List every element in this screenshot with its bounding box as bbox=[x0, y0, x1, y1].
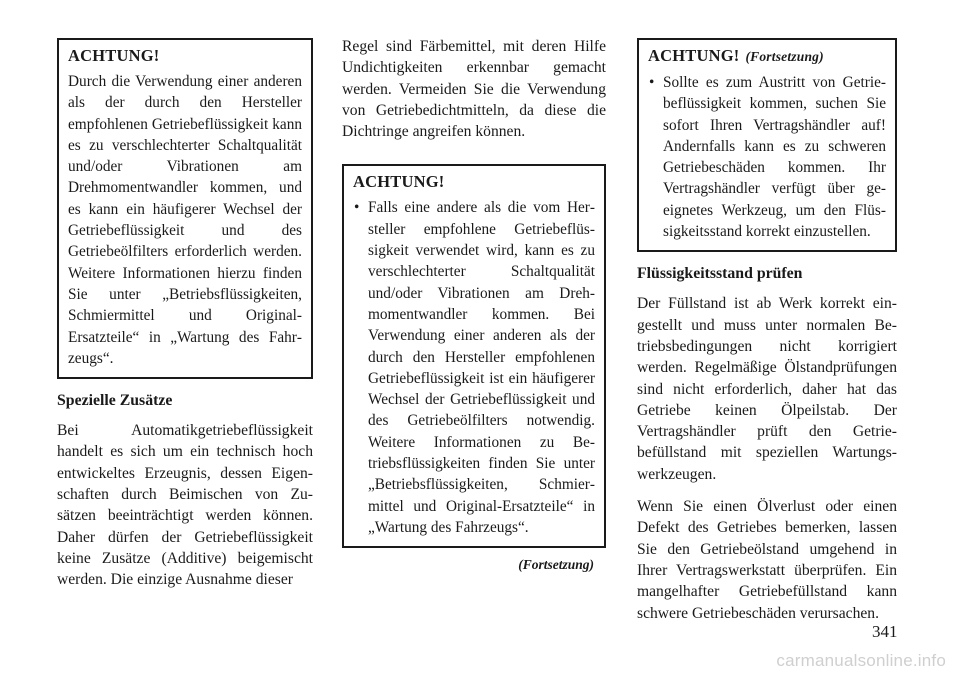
warning-text: Durch die Verwendung einer anderen als der durch den Hersteller empfohlenen Getriebeflüssigkeit kann es zu verschlechterter Schaltqualität und/oder Vibrationen am Drehmomentwandler kommen, und es kann ein häufigerer Wechsel der Getriebeflüssigkeit und des Getriebeölfilters erforderlich werden. Weitere Informationen hierzu finden Sie unter „Betriebsflüssigkeiten, Schmiermittel und Original-Ersatzteile“ in „Wartung des Fahrzeugs“. bbox=[68, 73, 302, 367]
warning-box bbox=[637, 38, 897, 252]
bullet-icon: • bbox=[649, 74, 655, 91]
warning-box bbox=[57, 38, 313, 379]
warning-title bbox=[648, 45, 886, 68]
body-paragraph: Der Füllstand ist ab Werk korrekt eingestellt und muss unter normalen Betriebsbedingungen nicht korrigiert werden. Regelmäßige Ölstandprüfungen sind nicht erforderlich, daher hat das Getriebe keinen Ölpeilstab. Der Vertragshändler prüft den Getriebefüllstand mit speziellen Wartungswerkzeugen. bbox=[637, 295, 897, 483]
body-paragraph: Regel sind Färbemittel, mit deren Hilfe Undichtigkeiten erkennbar gemacht werden. Vermeiden Sie die Verwendung von Getriebedichtmitteln, da diese die Dichtringe angreifen können. bbox=[342, 38, 606, 141]
right-column bbox=[637, 38, 897, 624]
section-heading: Spezielle Zusätze bbox=[57, 392, 173, 410]
warning-box bbox=[342, 164, 606, 548]
warning-bullet-item bbox=[648, 72, 886, 242]
warning-title: ACHTUNG! bbox=[68, 46, 160, 65]
left-column bbox=[57, 38, 313, 591]
warning-bullet-text: Sollte es zum Austritt von Getriebeflüssigkeit kommen, suchen Sie sofort Ihren Vertragshändler auf! Andernfalls kann es zu schweren Getriebeschäden kommen. Ihr Vertragshändler verfügt über geeignetes Werkzeug, um den Flüssigkeitsstand korrekt einzustellen. bbox=[663, 74, 886, 241]
warning-bullet-item bbox=[353, 197, 595, 538]
body-paragraph: Wenn Sie einen Ölverlust oder einen Defekt des Getriebes bemerken, lassen Sie den Getriebeölstand umgehend in Ihrer Vertragswerkstatt überprüfen. Ein mangelhafter Getriebefüllstand kann schwere Getriebeschäden verursachen. bbox=[637, 498, 897, 622]
page-number: 341 bbox=[872, 622, 898, 641]
section-heading: Flüssigkeitsstand prüfen bbox=[637, 265, 803, 283]
bullet-icon: • bbox=[354, 199, 360, 217]
warning-title-text: ACHTUNG! bbox=[648, 46, 740, 65]
continued-label: (Fortsetzung) bbox=[745, 49, 824, 64]
warning-bullet-text: Falls eine andere als die vom Hersteller empfohlene Getriebeflüssigkeit verwendet wird, kann es zu verschlechterter Schaltqualität und/oder Vibrationen am Drehmomentwandler kommen. Bei Verwendung einer anderen als der durch den Hersteller empfohlenen Getriebeflüssigkeit ist ein häufigerer Wechsel der Getriebeflüssigkeit und des Getriebeölfilters notwendig. Weitere Informationen zu Betriebsflüssigkeiten finden Sie unter „Betriebsflüssigkeiten, Schmiermittel und Original-Ersatzteile“ in „Wartung des Fahrzeugs“. bbox=[368, 199, 595, 536]
middle-column bbox=[342, 36, 606, 573]
continued-label: (Fortsetzung) bbox=[518, 557, 594, 573]
warning-title: ACHTUNG! bbox=[353, 172, 445, 192]
body-paragraph: Bei Automatikgetriebeflüssigkeit handelt es sich um ein technisch hoch entwickeltes Erzeugnis, dessen Eigenschaften durch Beimischen von Zusätzen beeinträchtigt werden können. Daher dürfen der Getriebeflüssigkeit keine Zusätze (Additive) beigemischt werden. Die einzige Ausnahme dieser bbox=[57, 422, 313, 589]
watermark: carmanualsonline.info bbox=[776, 651, 946, 670]
